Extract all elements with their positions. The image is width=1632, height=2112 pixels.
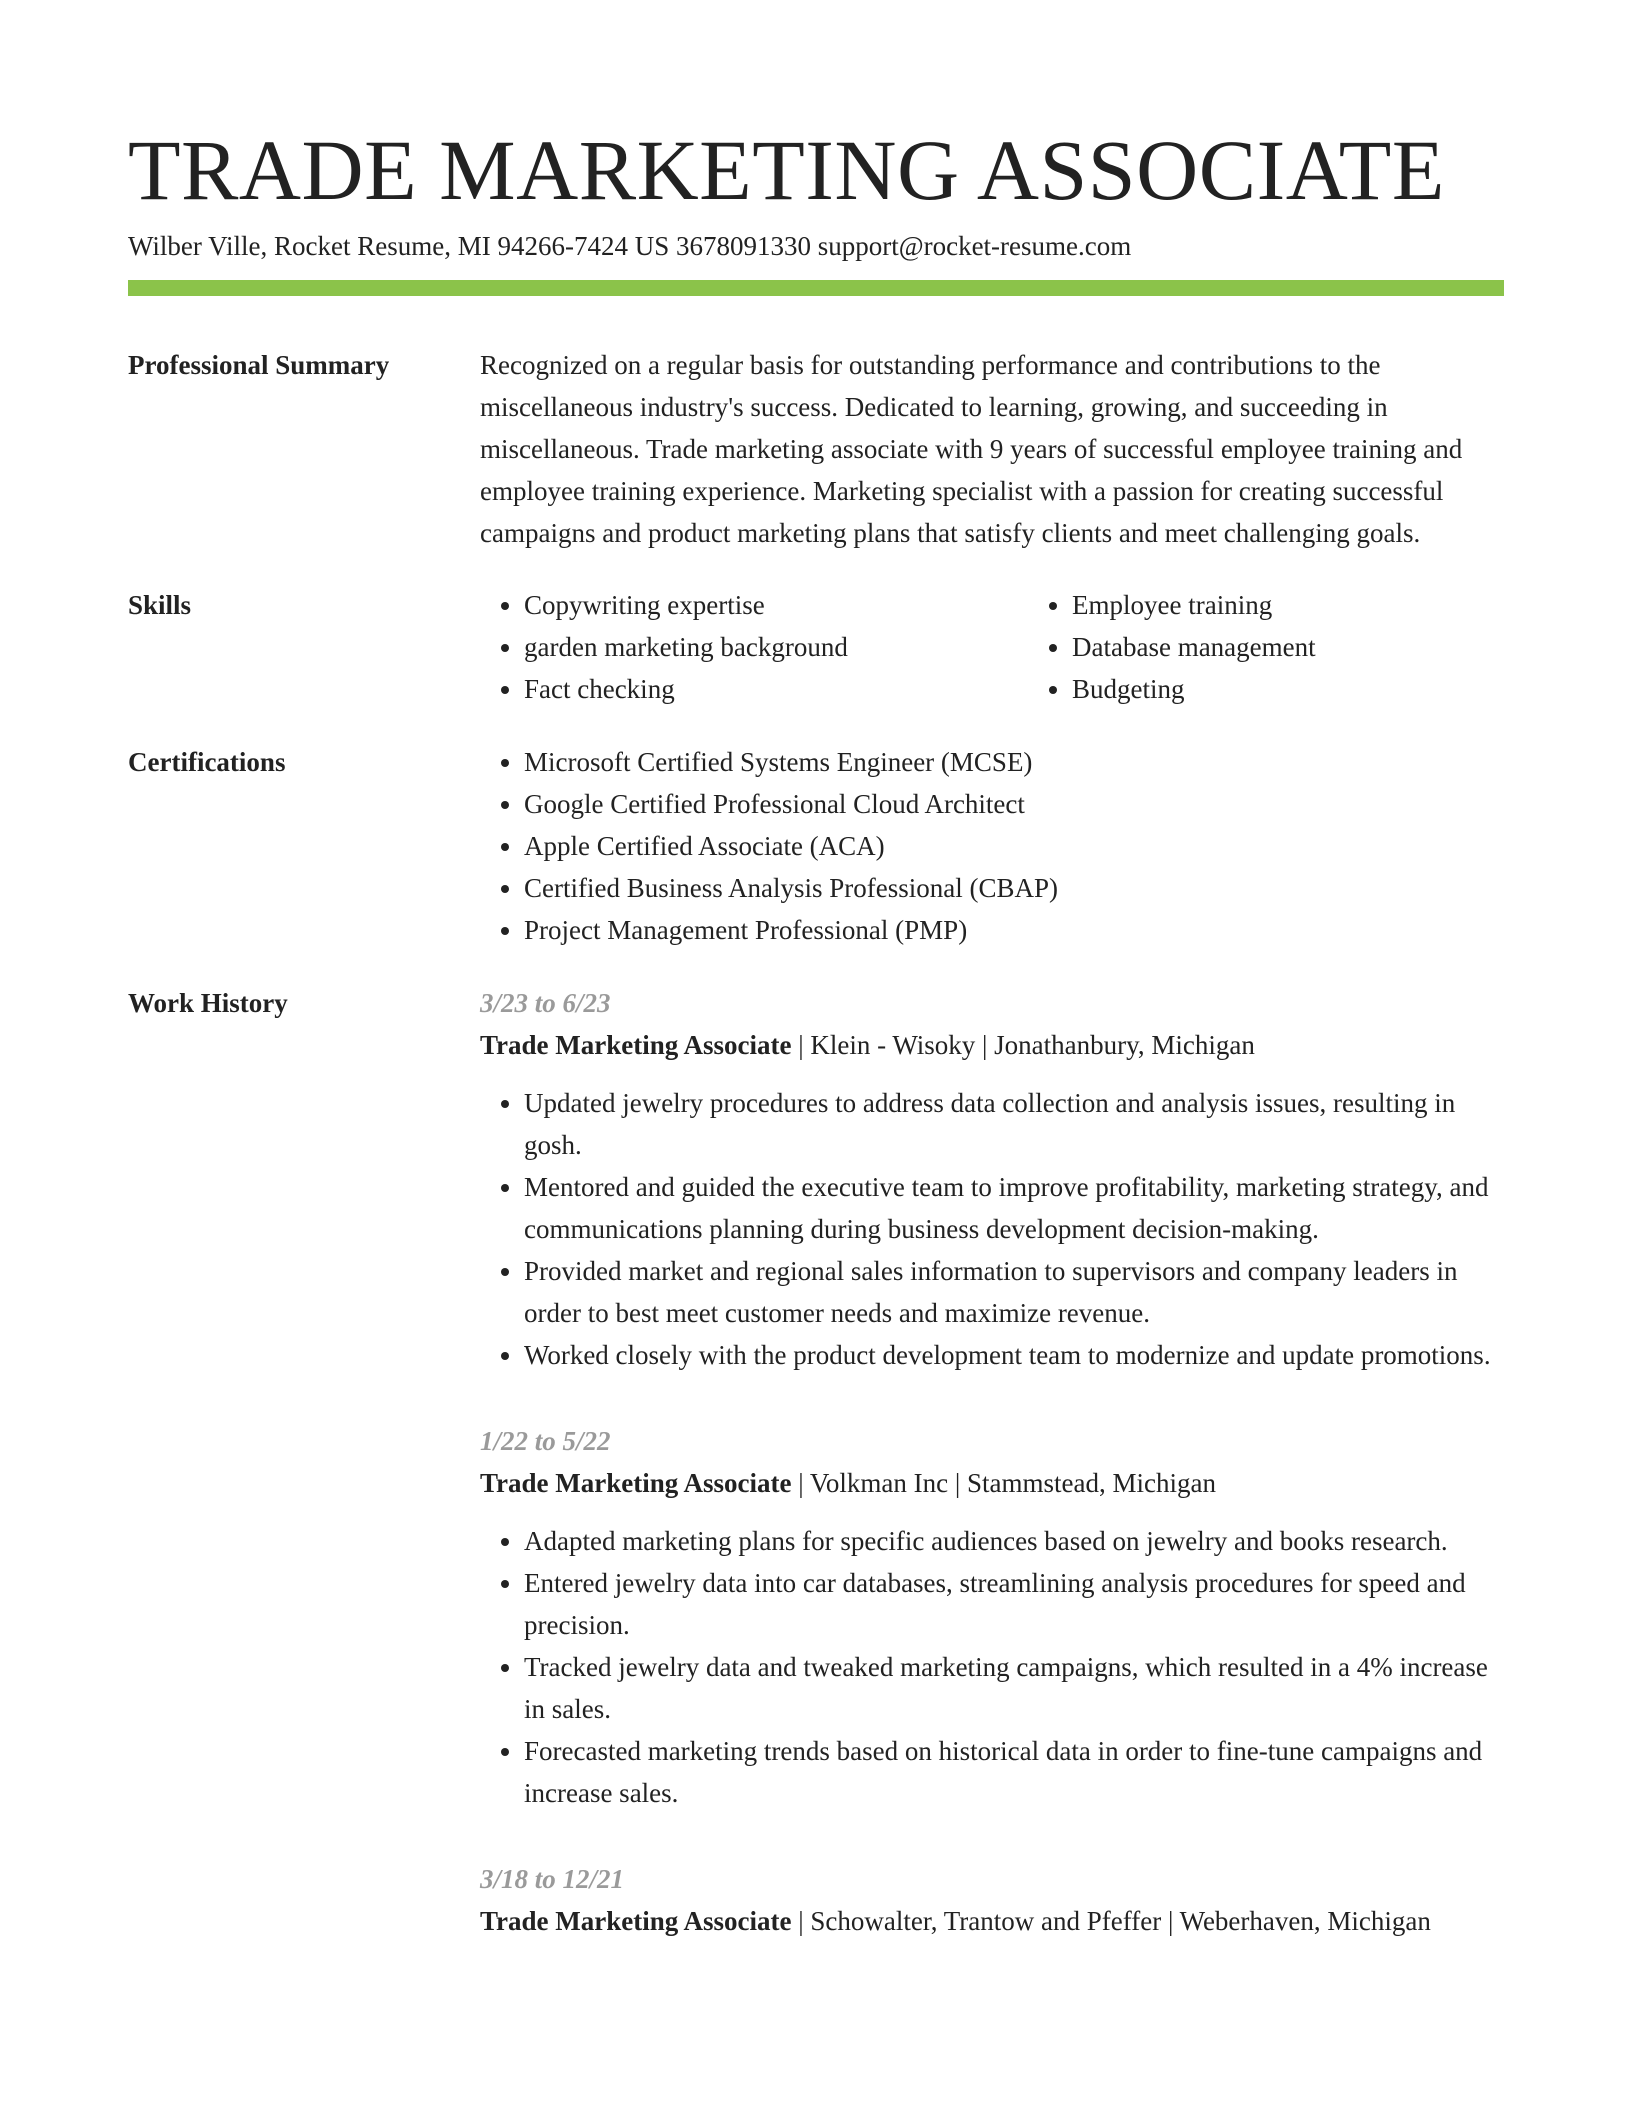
job-bullet: • Tracked jewelry data and tweaked marketing campaigns, which resulted in a 4% increase in sales. [524, 1646, 1504, 1730]
job-title-line [480, 1024, 1504, 1066]
job-bullet: • Entered jewelry data into car databases, streamlining analysis procedures for speed and precision. [524, 1562, 1504, 1646]
summary-section [128, 344, 1504, 554]
job-details: | Schowalter, Trantow and Pfeffer | Weberhaven, Michigan [791, 1906, 1431, 1936]
skills-section [128, 584, 1504, 710]
job-bullet: • Updated jewelry procedures to address data collection and analysis issues, resulting in gosh. [524, 1082, 1504, 1166]
job-details: | Volkman Inc | Stammstead, Michigan [791, 1468, 1216, 1498]
certifications-list [480, 741, 1504, 951]
job-entry [480, 1420, 1504, 1814]
job-bullet: • Mentored and guided the executive team to improve profitability, marketing strategy, and communications planning during business development decision-making. [524, 1166, 1504, 1250]
skill-item: • Fact checking [524, 668, 1028, 710]
job-dates: 1/22 to 5/22 [480, 1426, 611, 1456]
job-bullet: • Provided market and regional sales information to supervisors and company leaders in order to best meet customer needs and maximize revenue. [524, 1250, 1504, 1334]
job-entry [480, 1858, 1504, 1942]
section-label-summary: Professional Summary [128, 350, 390, 380]
job-title: Trade Marketing Associate [480, 1468, 792, 1498]
job-bullets [480, 1520, 1504, 1814]
job-title: Trade Marketing Associate [480, 1030, 792, 1060]
resume-name: TRADE MARKETING ASSOCIATE [128, 122, 1445, 218]
skill-item: • Budgeting [1072, 668, 1504, 710]
job-title-line [480, 1462, 1504, 1504]
section-label-work-history: Work History [128, 988, 288, 1018]
section-label-certifications: Certifications [128, 747, 286, 777]
skills-list-right [1028, 584, 1504, 710]
certification-item: • Project Management Professional (PMP) [524, 909, 1504, 951]
job-bullets [480, 1082, 1504, 1376]
work-history-section [128, 982, 1504, 1986]
skills-list-left [480, 584, 1028, 710]
contact-info: Wilber Ville, Rocket Resume, MI 94266-7424 US 3678091330 support@rocket-resume.com [128, 231, 1132, 261]
certifications-section [128, 741, 1504, 951]
job-title: Trade Marketing Associate [480, 1906, 792, 1936]
skill-item: • garden marketing background [524, 626, 1028, 668]
skill-item: • Copywriting expertise [524, 584, 1028, 626]
skill-item: • Employee training [1072, 584, 1504, 626]
section-label-skills: Skills [128, 590, 192, 620]
accent-divider [128, 280, 1504, 296]
certification-item: • Apple Certified Associate (ACA) [524, 825, 1504, 867]
job-dates: 3/18 to 12/21 [480, 1864, 625, 1894]
job-dates: 3/23 to 6/23 [480, 988, 611, 1018]
certification-item: • Certified Business Analysis Professional (CBAP) [524, 867, 1504, 909]
skill-item: • Database management [1072, 626, 1504, 668]
job-details: | Klein - Wisoky | Jonathanbury, Michigan [791, 1030, 1255, 1060]
resume-page [128, 120, 1504, 1986]
job-entry [480, 982, 1504, 1376]
job-title-line [480, 1900, 1504, 1942]
summary-text: Recognized on a regular basis for outstanding performance and contributions to the miscellaneous industry's success. Dedicated to learning, growing, and succeeding in miscellaneous. Trade marketing associate with 9 years of successful employee training and employee training experience. Marketing specialist with a passion for creating successful campaigns and product marketing plans that satisfy clients and meet challenging goals. [480, 350, 1463, 548]
job-bullet: • Forecasted marketing trends based on historical data in order to fine-tune campaigns and increase sales. [524, 1730, 1504, 1814]
certification-item: • Google Certified Professional Cloud Architect [524, 783, 1504, 825]
job-bullet: • Worked closely with the product development team to modernize and update promotions. [524, 1334, 1504, 1376]
job-bullet: • Adapted marketing plans for specific audiences based on jewelry and books research. [524, 1520, 1504, 1562]
certification-item: • Microsoft Certified Systems Engineer (MCSE) [524, 741, 1504, 783]
